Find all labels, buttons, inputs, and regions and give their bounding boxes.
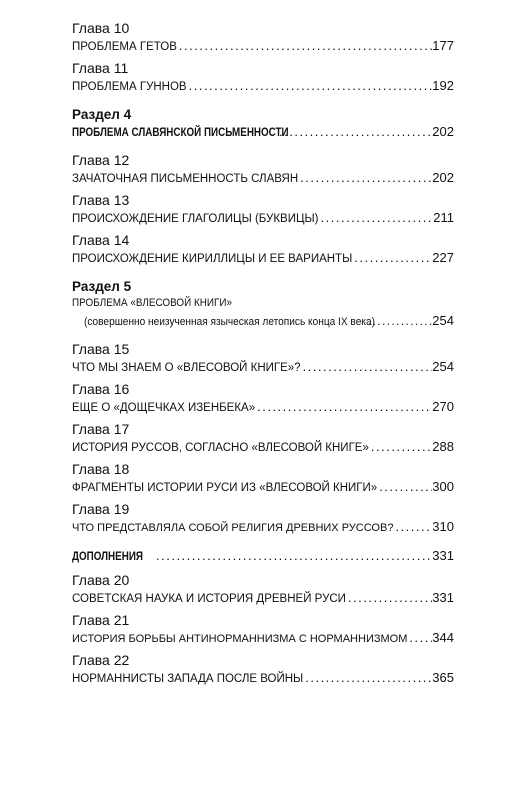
dot-leader bbox=[301, 358, 433, 375]
page-number: 331 bbox=[432, 548, 454, 563]
chapter-label: Глава 18 bbox=[72, 461, 130, 477]
dot-leader bbox=[319, 209, 434, 226]
toc-row bbox=[72, 629, 454, 646]
dot-leader bbox=[346, 589, 432, 606]
chapter-title: ПРОБЛЕМА ГУННОВ bbox=[72, 81, 187, 93]
toc-entry-ch14 bbox=[72, 232, 454, 266]
toc-entry-ch18 bbox=[72, 461, 454, 495]
chapter-label: Глава 13 bbox=[72, 192, 130, 208]
chapter-title: ЕЩЕ О «ДОЩЕЧКАХ ИЗЕНБЕКА» bbox=[72, 402, 256, 414]
dot-leader bbox=[298, 169, 432, 186]
chapter-title: ПРОБЛЕМА ГЕТОВ bbox=[72, 41, 177, 53]
page-number: 202 bbox=[432, 124, 454, 139]
section-label: Раздел 5 bbox=[72, 279, 132, 294]
page-number: 227 bbox=[432, 250, 454, 265]
toc-row bbox=[72, 249, 454, 266]
page-number: 211 bbox=[433, 210, 454, 225]
toc-row bbox=[72, 518, 454, 535]
toc-row bbox=[72, 358, 454, 375]
chapter-title: ЗАЧАТОЧНАЯ ПИСЬМЕННОСТЬ СЛАВЯН bbox=[72, 173, 299, 185]
dot-leader bbox=[187, 77, 433, 94]
chapter-title: ИСТОРИЯ РУССОВ, СОГЛАСНО «ВЛЕСОВОЙ КНИГЕ» bbox=[72, 442, 369, 454]
toc-entry-ch21 bbox=[72, 612, 454, 646]
toc-row bbox=[72, 669, 454, 686]
dot-leader bbox=[393, 518, 432, 535]
section-title: ПРОБЛЕМА «ВЛЕСОВОЙ КНИГИ» bbox=[72, 297, 232, 309]
toc-entry-ch11 bbox=[72, 60, 454, 94]
page-number: 310 bbox=[432, 519, 454, 534]
chapter-title: НОРМАННИСТЫ ЗАПАДА ПОСЛЕ ВОЙНЫ bbox=[72, 673, 304, 685]
table-of-contents bbox=[72, 20, 454, 686]
chapter-label: Глава 21 bbox=[72, 612, 130, 628]
page-number: 254 bbox=[432, 313, 454, 328]
chapter-label: Глава 19 bbox=[72, 501, 130, 517]
page-number: 344 bbox=[432, 630, 454, 645]
dot-leader bbox=[369, 438, 432, 455]
dot-leader bbox=[407, 629, 432, 646]
section-title: ПРОБЛЕМА СЛАВЯНСКОЙ ПИСЬМЕННОСТИ bbox=[72, 125, 289, 139]
page-number: 288 bbox=[432, 439, 454, 454]
toc-entry-ch20 bbox=[72, 572, 454, 606]
dot-leader bbox=[177, 37, 432, 54]
toc-row bbox=[72, 547, 454, 564]
chapter-label: Глава 12 bbox=[72, 152, 130, 168]
toc-row bbox=[72, 438, 454, 455]
page-number: 270 bbox=[432, 399, 454, 414]
dot-leader bbox=[154, 547, 432, 564]
toc-row bbox=[72, 169, 454, 186]
toc-section-4 bbox=[72, 106, 454, 140]
chapter-label: Глава 22 bbox=[72, 652, 130, 668]
dot-leader bbox=[352, 249, 432, 266]
dot-leader bbox=[255, 398, 432, 415]
toc-entry-ch16 bbox=[72, 381, 454, 415]
chapter-label: Глава 17 bbox=[72, 421, 130, 437]
toc-entry-ch19 bbox=[72, 501, 454, 535]
chapter-label: Глава 20 bbox=[72, 572, 130, 588]
page-number: 365 bbox=[432, 670, 454, 685]
dot-leader bbox=[366, 314, 432, 331]
chapter-label: Глава 15 bbox=[72, 341, 130, 357]
page-number: 192 bbox=[432, 78, 454, 93]
toc-row bbox=[72, 478, 454, 495]
chapter-title: ИСТОРИЯ БОРЬБЫ АНТИНОРМАННИЗМА С НОРМАННИЗМОМ bbox=[72, 633, 408, 645]
toc-row bbox=[72, 77, 454, 94]
chapter-label: Глава 14 bbox=[72, 232, 130, 248]
toc-row bbox=[72, 589, 454, 606]
toc-entry-ch12 bbox=[72, 152, 454, 186]
toc-row bbox=[72, 123, 454, 140]
toc-appendix bbox=[72, 547, 454, 564]
dot-leader bbox=[277, 123, 432, 140]
page-number: 177 bbox=[432, 38, 454, 53]
toc-entry-ch22 bbox=[72, 652, 454, 686]
section-subtitle: (совершенно неизученная языческая летопись конца IX века) bbox=[84, 316, 375, 328]
chapter-label: Глава 11 bbox=[72, 60, 129, 76]
toc-row bbox=[72, 312, 454, 329]
chapter-title: ПРОИСХОЖДЕНИЕ ГЛАГОЛИЦЫ (БУКВИЦЫ) bbox=[72, 213, 319, 225]
chapter-title: ПРОИСХОЖДЕНИЕ КИРИЛЛИЦЫ И ЕЕ ВАРИАНТЫ bbox=[72, 253, 353, 265]
toc-row bbox=[72, 398, 454, 415]
chapter-title: ЧТО ПРЕДСТАВЛЯЛА СОБОЙ РЕЛИГИЯ ДРЕВНИХ РУССОВ? bbox=[72, 522, 394, 534]
page-number: 331 bbox=[432, 590, 454, 605]
chapter-title: ФРАГМЕНТЫ ИСТОРИИ РУСИ ИЗ «ВЛЕСОВОЙ КНИГИ» bbox=[72, 482, 378, 494]
toc-row bbox=[72, 37, 454, 54]
section-title-row bbox=[72, 295, 454, 312]
toc-entry-ch17 bbox=[72, 421, 454, 455]
dot-leader bbox=[377, 478, 432, 495]
chapter-label: Глава 10 bbox=[72, 20, 130, 36]
page-number: 202 bbox=[432, 170, 454, 185]
toc-row bbox=[72, 209, 454, 226]
toc-entry-ch15 bbox=[72, 341, 454, 375]
chapter-title: СОВЕТСКАЯ НАУКА И ИСТОРИЯ ДРЕВНЕЙ РУСИ bbox=[72, 593, 346, 605]
section-label: Раздел 4 bbox=[72, 107, 132, 122]
appendix-title: ДОПОЛНЕНИЯ bbox=[72, 549, 143, 563]
page-number: 300 bbox=[432, 479, 454, 494]
chapter-label: Глава 16 bbox=[72, 381, 130, 397]
dot-leader bbox=[303, 669, 432, 686]
chapter-title: ЧТО МЫ ЗНАЕМ О «ВЛЕСОВОЙ КНИГЕ»? bbox=[72, 362, 301, 374]
toc-entry-ch10 bbox=[72, 20, 454, 54]
page-number: 254 bbox=[432, 359, 454, 374]
toc-entry-ch13 bbox=[72, 192, 454, 226]
toc-section-5 bbox=[72, 278, 454, 329]
